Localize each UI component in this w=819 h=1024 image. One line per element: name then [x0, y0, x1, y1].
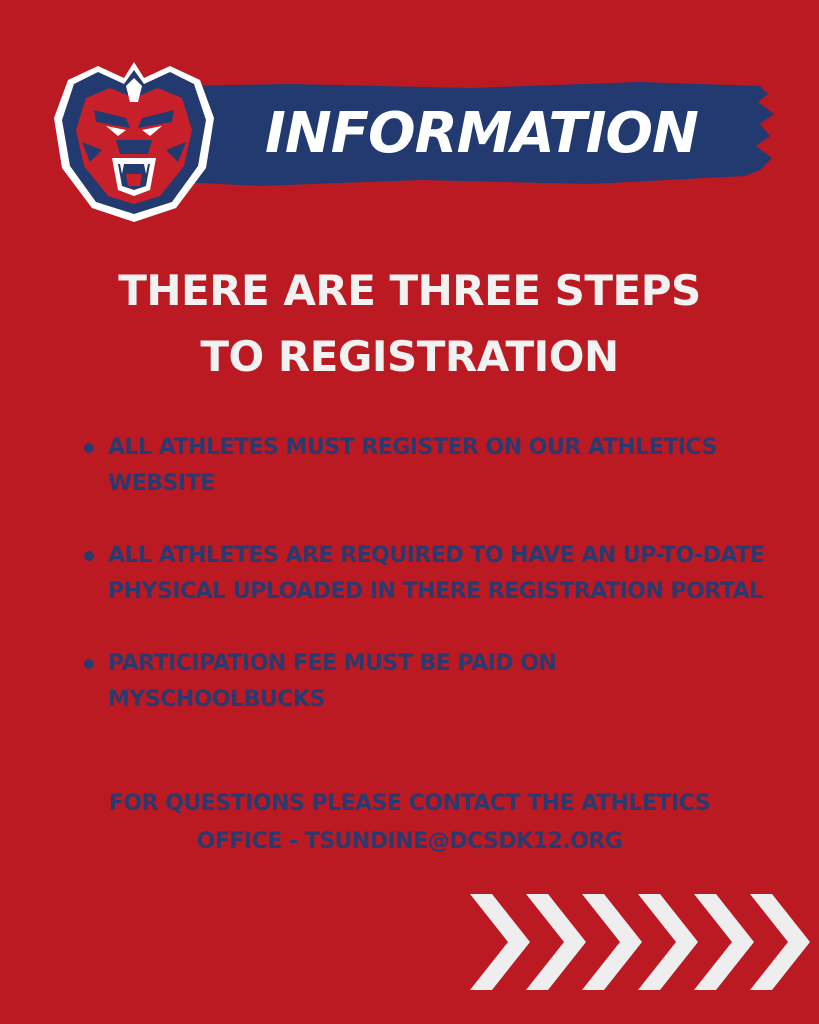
contact-line-1: FOR QUESTIONS PLEASE CONTACT THE ATHLETICS	[108, 791, 711, 816]
headline-line-1: THERE ARE THREE STEPS	[118, 266, 701, 315]
list-item	[80, 430, 780, 502]
headline-line-2: TO REGISTRATION	[200, 332, 619, 381]
banner-title: INFORMATION	[265, 101, 698, 166]
step-text: ALL ATHLETES ARE REQUIRED TO HAVE AN UP-TO-DATE PHYSICAL UPLOADED IN THERE REGISTRATION PORTAL	[108, 543, 765, 604]
information-banner	[170, 80, 775, 188]
contact-info	[0, 785, 819, 861]
list-item	[80, 538, 780, 610]
step-text: ALL ATHLETES MUST REGISTER ON OUR ATHLETICS WEBSITE	[108, 435, 717, 496]
contact-line-2: OFFICE - TSUNDINE@DCSDK12.ORG	[196, 829, 623, 854]
bullet-icon	[84, 551, 94, 561]
page-headline	[0, 258, 819, 390]
bullet-icon	[84, 443, 94, 453]
step-text: PARTICIPATION FEE MUST BE PAID ON MYSCHOOLBUCKS	[108, 651, 557, 712]
list-item	[80, 646, 780, 718]
registration-steps-list	[80, 430, 780, 718]
bear-mascot-icon	[46, 58, 222, 224]
bullet-icon	[84, 659, 94, 669]
chevron-right-icon	[470, 892, 819, 992]
